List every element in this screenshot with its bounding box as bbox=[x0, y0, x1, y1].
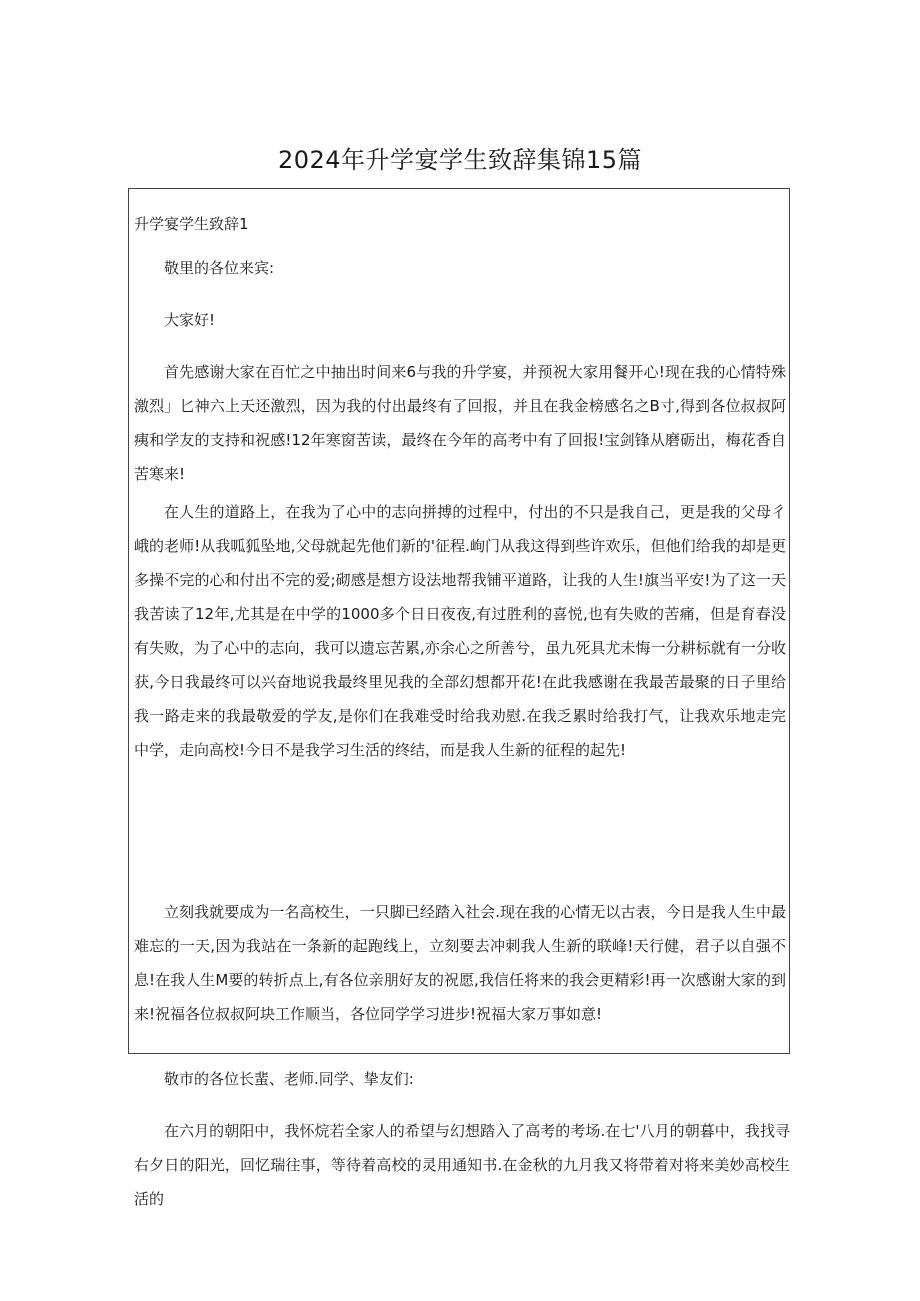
paragraph-2: 在人生的道路上，在我为了心中的志向拼搏的过程中，付出的不只是我自己，更是我的父母彳峨的老师!从我呱狐坠地,父母就起先他们新的'征程.峋门从我这得到些许欢乐，但他们给我的却是更多操不完的心和付出不完的爱;砌感是想方设法地帮我铺平道路，让我的人生!旗当平安!为了这一天我苦读了12年,尤其是在中学的1000多个日日夜夜,有过胜利的喜悦,也有失败的苦痛，但是育春没有失败，为了心中的志向，我可以遗忘苦累,亦余心之所善兮，虽九死具尤未悔一分耕标就有一分收获,今日我最终可以兴奋地说我最终里见我的全部幻想都开花!在此我感谢在我最苦最聚的日子里给我一路走来的我最敬爱的学友,是你们在我难受时给我劝慰.在我乏累时给我打气，让我欢乐地走完中学，走向高校!今日不是我学习生活的终结，而是我人生新的征程的起先! bbox=[134, 503, 786, 759]
greeting: 敬里的各位来宾: bbox=[164, 259, 275, 277]
second-paragraph: 在六月的朝阳中，我怀烷若全家人的希望与幻想踏入了高考的考场.在七'八月的朝暮中，我找寻右夕日的阳光，回忆瑞往事，等待着高校的灵用通知书.在金秋的九月我又将带着对将来美妙高校生活的 bbox=[134, 1122, 790, 1208]
hello: 大家好! bbox=[164, 311, 216, 329]
speech-box bbox=[128, 188, 790, 1054]
paragraph-1: 首先感谢大家在百忙之中抽出时间来6与我的升学宴，并预祝大家用餐开心!现在我的心情特殊激烈」匕神六上天还激烈，因为我的付出最终有了回报，并且在我金榜感名之B寸,得到各位叔叔阿痍和学友的支持和祝感!12年寒窗苦读，最终在今年的高考中有了回报!宝剑锋从磨砺出，梅花香自苦寒来! bbox=[134, 363, 786, 483]
paragraph-3: 立刻我就要成为一名高校生，一只脚已经踏入社会.现在我的心情无以古表，今日是我人生中最难忘的一天,因为我站在一条新的起跑线上，立刻要去冲刺我人生新的联峰!天行健，君子以自强不息!在我人生M要的转折点上,有各位亲朋好友的祝愿,我信任将来的我会更精彩!再一次感谢大家的到来!祝福各位叔叔阿块工作顺当，各位同学学习进步!祝福大家万事如意! bbox=[134, 903, 786, 1023]
section-heading: 升学宴学生致辞1 bbox=[134, 215, 249, 233]
document-title: 2024年升学宴学生致辞集锦15篇 bbox=[277, 146, 643, 174]
second-greeting: 敬市的各位长蜚、老师.同学、挚友们: bbox=[164, 1070, 414, 1088]
